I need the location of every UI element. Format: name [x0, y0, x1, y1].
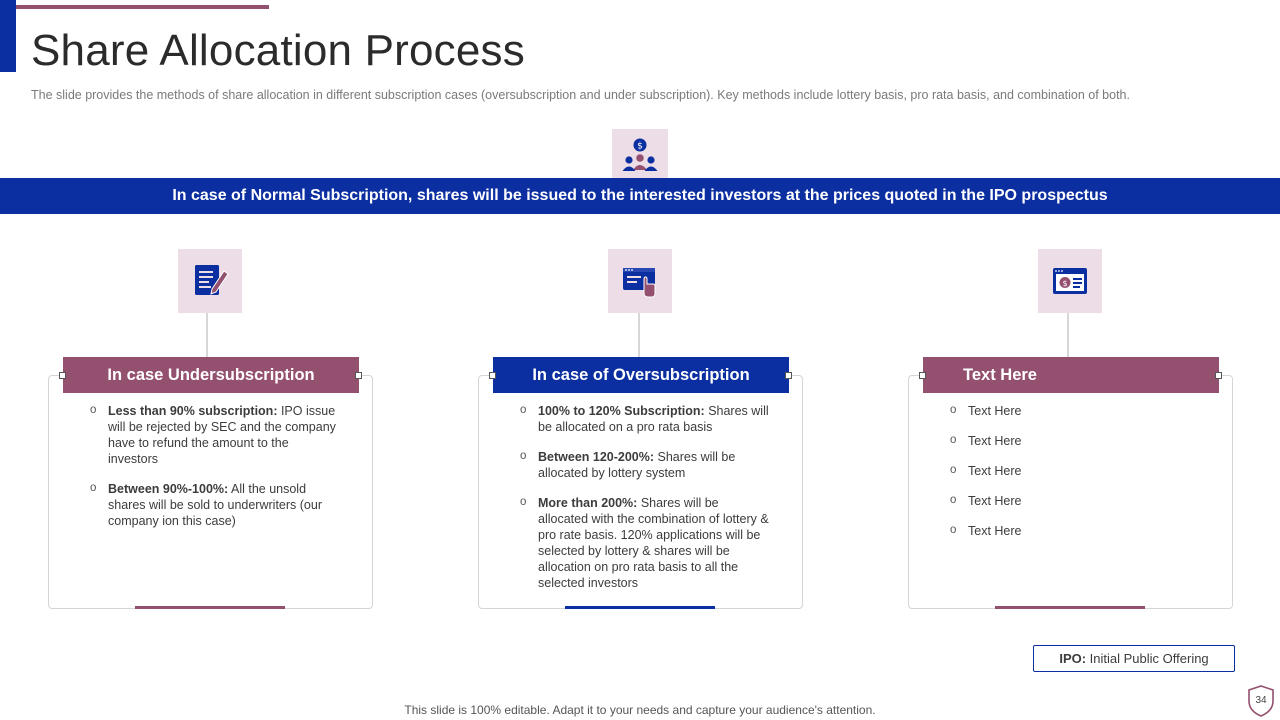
slide-title: Share Allocation Process	[31, 26, 525, 75]
text-here-header: Text Here	[923, 357, 1219, 393]
header-handle	[355, 372, 362, 379]
web-click-icon	[620, 261, 660, 301]
accent-bar-top	[16, 5, 269, 9]
ipo-legend-text: Initial Public Offering	[1086, 651, 1209, 666]
text-here-icon-box	[1038, 249, 1102, 313]
header-handle	[785, 372, 792, 379]
oversubscription-header: In case of Oversubscription	[493, 357, 789, 393]
oversubscription-list	[520, 403, 770, 605]
oversubscription-connector	[638, 313, 640, 357]
text-here-card-underline	[995, 606, 1145, 609]
oversubscription-icon-box	[608, 249, 672, 313]
text-here-list	[950, 403, 1200, 553]
ipo-legend-abbr: IPO:	[1059, 651, 1087, 666]
list-item: o Less than 90% subscription: IPO issue will be rejected by SEC and the company have to refund the amount to the investors	[90, 403, 340, 467]
undersubscription-icon-box	[178, 249, 242, 313]
header-handle	[59, 372, 66, 379]
list-item: o More than 200%: Shares will be allocated with the combination of lottery & pro rate basis. 120% applications will be selected by lottery & shares will be allocation on pro rata basis to all the selected investors	[520, 495, 770, 591]
list-item: o Text Here	[950, 523, 1200, 539]
undersubscription-list	[90, 403, 340, 543]
ipo-legend	[1033, 645, 1235, 672]
accent-bar-left	[0, 0, 16, 72]
web-payment-icon	[1050, 261, 1090, 301]
list-item: o Text Here	[950, 463, 1200, 479]
document-edit-icon	[190, 261, 230, 301]
header-handle	[919, 372, 926, 379]
oversubscription-card-underline	[565, 606, 715, 609]
header-handle	[489, 372, 496, 379]
investors-icon	[619, 137, 661, 175]
normal-subscription-banner: In case of Normal Subscription, shares will be issued to the interested investors at the prices quoted in the IPO prospectus	[0, 178, 1280, 214]
page-number: 34	[1255, 695, 1267, 706]
list-item: o 100% to 120% Subscription: Shares will be allocated on a pro rata basis	[520, 403, 770, 435]
undersubscription-connector	[206, 313, 208, 357]
list-item: o Text Here	[950, 403, 1200, 419]
header-handle	[1215, 372, 1222, 379]
svg-text:$: $	[1062, 279, 1068, 288]
list-item: o Between 120-200%: Shares will be allocated by lottery system	[520, 449, 770, 481]
text-here-connector	[1067, 313, 1069, 357]
investors-icon-box	[612, 129, 668, 182]
page-number-badge	[1246, 684, 1276, 718]
list-item: o Text Here	[950, 493, 1200, 509]
list-item: o Text Here	[950, 433, 1200, 449]
footer-note: This slide is 100% editable. Adapt it to your needs and capture your audience's attention.	[404, 703, 876, 717]
undersubscription-card-underline	[135, 606, 285, 609]
slide-subtitle: The slide provides the methods of share allocation in different subscription cases (oversubscription and under subscription). Key methods include lottery basis, pro rata basis, and combination of both.	[31, 88, 1130, 102]
list-item: o Between 90%-100%: All the unsold shares will be sold to underwriters (our company ion this case)	[90, 481, 340, 529]
undersubscription-header: In case Undersubscription	[63, 357, 359, 393]
svg-text:$: $	[637, 141, 643, 151]
